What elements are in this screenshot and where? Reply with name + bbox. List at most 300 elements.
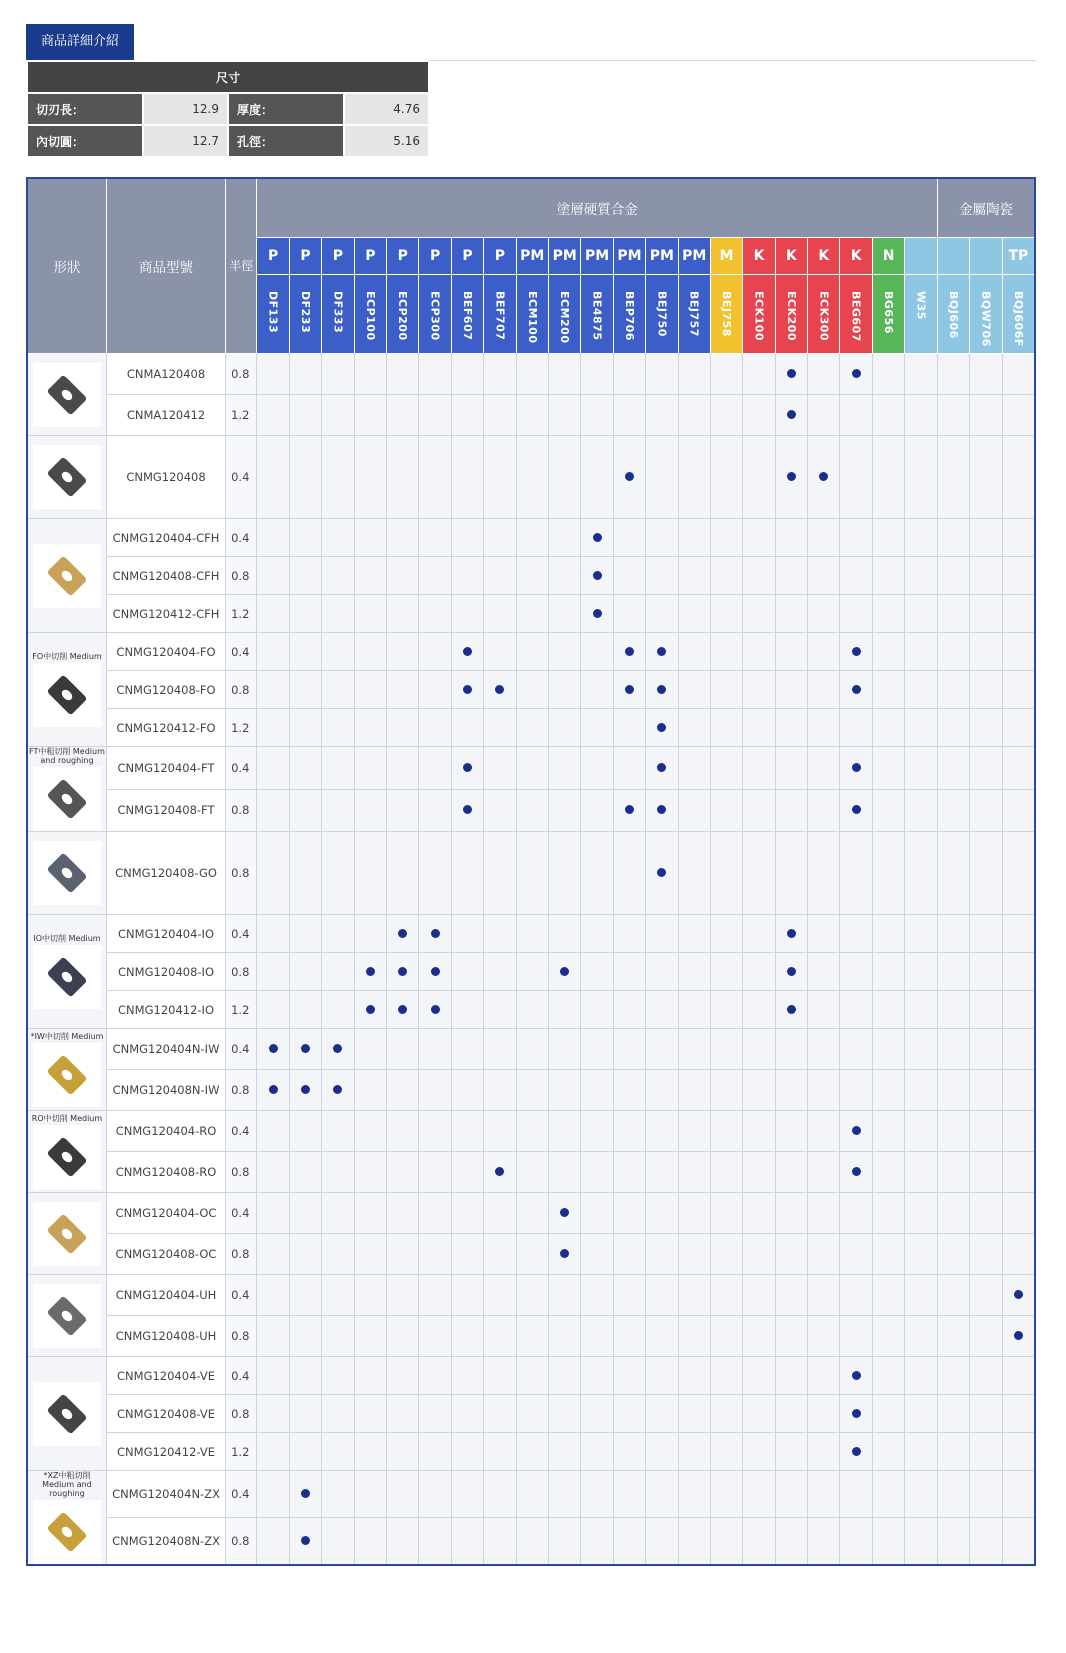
material-class-7: P <box>484 238 516 275</box>
availability-cell <box>451 354 483 395</box>
grade-header-w35 <box>905 275 938 354</box>
availability-cell <box>548 1029 580 1070</box>
availability-cell <box>354 633 386 671</box>
availability-cell <box>484 1193 516 1234</box>
shape-caption: IO中切削 Medium <box>33 934 101 943</box>
availability-cell <box>387 395 419 436</box>
insert-shape-icon <box>47 675 88 716</box>
availability-cell <box>646 1433 678 1471</box>
availability-cell <box>808 1471 840 1518</box>
availability-cell <box>646 354 678 395</box>
availability-cell <box>451 671 483 709</box>
availability-cell <box>289 519 321 557</box>
availability-cell <box>289 1111 321 1152</box>
table-row <box>27 557 1035 595</box>
availability-cell <box>322 1029 354 1070</box>
availability-cell <box>937 991 969 1029</box>
table-row <box>27 915 1035 953</box>
availability-cell <box>613 915 645 953</box>
availability-cell <box>808 789 840 832</box>
availability-cell <box>516 1070 548 1111</box>
availability-cell <box>840 915 872 953</box>
availability-cell <box>840 1518 872 1565</box>
availability-cell <box>451 915 483 953</box>
availability-cell <box>516 1433 548 1471</box>
dim-label: 孔徑： <box>228 125 344 157</box>
availability-cell <box>419 1357 451 1395</box>
grade-label: ECP100 <box>363 291 377 341</box>
availability-cell <box>387 1234 419 1275</box>
dimensions-table <box>26 60 430 158</box>
insert-image <box>33 1500 101 1564</box>
availability-cell <box>775 671 807 709</box>
availability-cell <box>484 671 516 709</box>
table-row <box>27 747 1035 790</box>
availability-cell <box>646 1029 678 1070</box>
availability-cell <box>354 595 386 633</box>
available-dot-icon <box>852 369 861 378</box>
availability-cell <box>257 1357 289 1395</box>
availability-cell <box>743 991 775 1029</box>
grade-label: DF333 <box>331 291 345 334</box>
model-cell[interactable]: CNMG120408-OC <box>106 1234 225 1275</box>
availability-cell <box>484 1111 516 1152</box>
insert-image <box>33 663 101 727</box>
grade-header-df133 <box>257 275 289 354</box>
availability-cell <box>451 1518 483 1565</box>
availability-cell <box>872 832 904 915</box>
model-cell[interactable]: CNMG120404N-ZX <box>106 1471 225 1518</box>
grade-label: ECK200 <box>784 291 798 342</box>
availability-cell <box>840 395 872 436</box>
material-class-19: N <box>872 238 904 275</box>
grade-header-ecm200 <box>548 275 580 354</box>
model-cell[interactable]: CNMG120408-CFH <box>106 557 225 595</box>
radius-cell: 0.8 <box>226 832 257 915</box>
availability-cell <box>905 1193 938 1234</box>
availability-cell <box>1002 1234 1035 1275</box>
dim-label: 厚度： <box>228 93 344 125</box>
availability-cell <box>257 953 289 991</box>
model-cell[interactable]: CNMG120404-RO <box>106 1111 225 1152</box>
radius-cell: 1.2 <box>226 709 257 747</box>
availability-cell <box>775 747 807 790</box>
availability-cell <box>646 789 678 832</box>
material-class-5: P <box>419 238 451 275</box>
availability-cell <box>743 557 775 595</box>
insert-shape-icon <box>47 374 88 415</box>
availability-cell <box>743 671 775 709</box>
availability-cell <box>678 832 710 915</box>
model-cell[interactable]: CNMG120408N-ZX <box>106 1518 225 1565</box>
availability-cell <box>678 395 710 436</box>
model-cell[interactable]: CNMG120408-UH <box>106 1316 225 1357</box>
availability-cell <box>872 1395 904 1433</box>
availability-cell <box>257 991 289 1029</box>
availability-cell <box>387 1518 419 1565</box>
availability-cell <box>548 1152 580 1193</box>
availability-cell <box>872 1316 904 1357</box>
availability-cell <box>548 1518 580 1565</box>
availability-cell <box>484 747 516 790</box>
availability-cell <box>872 1357 904 1395</box>
availability-cell <box>257 1029 289 1070</box>
availability-cell <box>808 1316 840 1357</box>
header-coated-carbide: 塗層硬質合金 <box>257 178 938 238</box>
grade-label: DF133 <box>266 291 280 334</box>
radius-cell: 1.2 <box>226 991 257 1029</box>
availability-cell <box>710 991 742 1029</box>
availability-cell <box>1002 595 1035 633</box>
availability-cell <box>516 1275 548 1316</box>
availability-cell <box>970 1070 1002 1111</box>
availability-cell <box>322 1357 354 1395</box>
availability-cell <box>872 1471 904 1518</box>
availability-cell <box>484 915 516 953</box>
availability-cell <box>387 1471 419 1518</box>
availability-cell <box>710 747 742 790</box>
availability-cell <box>548 1433 580 1471</box>
availability-cell <box>419 595 451 633</box>
availability-cell <box>451 633 483 671</box>
availability-cell <box>905 1234 938 1275</box>
availability-cell <box>516 1471 548 1518</box>
insert-shape-icon <box>47 853 88 894</box>
availability-cell <box>970 709 1002 747</box>
availability-cell <box>322 395 354 436</box>
availability-cell <box>322 1471 354 1518</box>
availability-cell <box>646 709 678 747</box>
availability-cell <box>646 595 678 633</box>
availability-cell <box>775 519 807 557</box>
availability-cell <box>840 1316 872 1357</box>
availability-cell <box>451 991 483 1029</box>
availability-cell <box>354 832 386 915</box>
radius-cell: 0.4 <box>226 1029 257 1070</box>
availability-cell <box>289 557 321 595</box>
availability-cell <box>451 1111 483 1152</box>
availability-cell <box>678 789 710 832</box>
availability-cell <box>613 953 645 991</box>
grade-header-bg656 <box>872 275 904 354</box>
grade-header-ecp200 <box>387 275 419 354</box>
availability-cell <box>257 1433 289 1471</box>
availability-cell <box>678 1357 710 1395</box>
availability-cell <box>710 832 742 915</box>
availability-cell <box>775 1234 807 1275</box>
model-cell[interactable]: CNMA120408 <box>106 354 225 395</box>
grade-label: BEJ757 <box>687 291 701 337</box>
insert-shape-cell <box>27 436 106 519</box>
availability-cell <box>775 915 807 953</box>
availability-cell <box>1002 519 1035 557</box>
insert-shape-icon <box>47 1295 88 1336</box>
model-cell[interactable]: CNMG120412-CFH <box>106 595 225 633</box>
availability-cell <box>937 915 969 953</box>
availability-cell <box>808 595 840 633</box>
model-cell[interactable]: CNMG120408-FT <box>106 789 225 832</box>
available-dot-icon <box>852 763 861 772</box>
availability-cell <box>743 1111 775 1152</box>
availability-cell <box>484 1518 516 1565</box>
availability-cell <box>354 747 386 790</box>
availability-cell <box>646 1234 678 1275</box>
availability-cell <box>516 395 548 436</box>
available-dot-icon <box>301 1489 310 1498</box>
availability-cell <box>840 1395 872 1433</box>
availability-cell <box>872 1111 904 1152</box>
availability-cell <box>354 1152 386 1193</box>
availability-cell <box>840 557 872 595</box>
availability-cell <box>970 1111 1002 1152</box>
availability-cell <box>808 1275 840 1316</box>
model-cell[interactable]: CNMG120404-FT <box>106 747 225 790</box>
material-class-23: TP <box>1002 238 1035 275</box>
availability-cell <box>354 1433 386 1471</box>
material-class-10: PM <box>581 238 613 275</box>
available-dot-icon <box>787 410 796 419</box>
availability-cell <box>387 1395 419 1433</box>
availability-cell <box>613 671 645 709</box>
availability-cell <box>516 747 548 790</box>
availability-cell <box>646 1152 678 1193</box>
availability-cell <box>613 747 645 790</box>
availability-cell <box>840 1234 872 1275</box>
insert-shape-icon <box>47 1393 88 1434</box>
availability-cell <box>905 633 938 671</box>
availability-cell <box>613 1193 645 1234</box>
availability-cell <box>387 915 419 953</box>
material-class-6: P <box>451 238 483 275</box>
availability-cell <box>516 633 548 671</box>
availability-cell <box>678 519 710 557</box>
availability-cell <box>484 557 516 595</box>
availability-cell <box>710 1433 742 1471</box>
availability-cell <box>710 633 742 671</box>
availability-cell <box>872 1070 904 1111</box>
availability-cell <box>1002 436 1035 519</box>
available-dot-icon <box>301 1085 310 1094</box>
availability-cell <box>516 436 548 519</box>
availability-cell <box>613 595 645 633</box>
shape-caption: FO中切削 Medium <box>32 652 102 661</box>
available-dot-icon <box>852 805 861 814</box>
availability-cell <box>484 991 516 1029</box>
availability-cell <box>516 832 548 915</box>
availability-cell <box>581 1029 613 1070</box>
model-cell[interactable]: CNMG120404-FO <box>106 633 225 671</box>
availability-cell <box>775 1471 807 1518</box>
available-dot-icon <box>366 967 375 976</box>
availability-cell <box>937 1433 969 1471</box>
availability-cell <box>646 1193 678 1234</box>
available-dot-icon <box>301 1044 310 1053</box>
grade-header-bep706 <box>613 275 645 354</box>
model-cell[interactable]: CNMG120404-OC <box>106 1193 225 1234</box>
available-dot-icon <box>657 868 666 877</box>
availability-cell <box>840 436 872 519</box>
available-dot-icon <box>657 647 666 656</box>
table-row <box>27 1471 1035 1518</box>
model-cell[interactable]: CNMG120404-CFH <box>106 519 225 557</box>
table-row <box>27 1193 1035 1234</box>
availability-cell <box>322 1518 354 1565</box>
insert-shape-cell <box>27 354 106 436</box>
model-cell[interactable]: CNMG120408-FO <box>106 671 225 709</box>
availability-cell <box>937 832 969 915</box>
availability-cell <box>581 1152 613 1193</box>
availability-cell <box>387 354 419 395</box>
available-dot-icon <box>625 472 634 481</box>
availability-cell <box>743 709 775 747</box>
availability-cell <box>516 1316 548 1357</box>
availability-cell <box>613 633 645 671</box>
radius-cell: 0.8 <box>226 789 257 832</box>
availability-cell <box>322 991 354 1029</box>
model-cell[interactable]: CNMG120412-FO <box>106 709 225 747</box>
model-cell[interactable]: CNMG120408 <box>106 436 225 519</box>
availability-cell <box>257 633 289 671</box>
availability-cell <box>970 1316 1002 1357</box>
availability-cell <box>840 1029 872 1070</box>
availability-cell <box>905 991 938 1029</box>
model-cell[interactable]: CNMG120404-UH <box>106 1275 225 1316</box>
availability-cell <box>840 1471 872 1518</box>
availability-cell <box>710 1518 742 1565</box>
availability-cell <box>613 991 645 1029</box>
model-cell[interactable]: CNMG120404N-IW <box>106 1029 225 1070</box>
availability-cell <box>451 832 483 915</box>
availability-cell <box>548 354 580 395</box>
model-cell[interactable]: CNMG120404-IO <box>106 915 225 953</box>
availability-cell <box>937 671 969 709</box>
availability-cell <box>1002 1395 1035 1433</box>
radius-cell: 0.4 <box>226 436 257 519</box>
available-dot-icon <box>1014 1290 1023 1299</box>
availability-cell <box>613 1275 645 1316</box>
availability-cell <box>613 519 645 557</box>
availability-cell <box>872 395 904 436</box>
availability-cell <box>678 633 710 671</box>
model-cell[interactable]: CNMG120408-GO <box>106 832 225 915</box>
availability-cell <box>808 557 840 595</box>
header-cermet: 金屬陶瓷 <box>937 178 1035 238</box>
availability-cell <box>678 1152 710 1193</box>
grade-label: BEJ750 <box>655 291 669 337</box>
model-cell[interactable]: CNMG120408N-IW <box>106 1070 225 1111</box>
availability-cell <box>451 1152 483 1193</box>
available-dot-icon <box>431 1005 440 1014</box>
insert-shape-cell <box>27 1029 106 1111</box>
availability-cell <box>775 1193 807 1234</box>
table-row <box>27 595 1035 633</box>
model-cell[interactable]: CNMG120412-IO <box>106 991 225 1029</box>
availability-cell <box>387 953 419 991</box>
availability-cell <box>451 709 483 747</box>
availability-cell <box>322 1193 354 1234</box>
availability-cell <box>808 1029 840 1070</box>
availability-cell <box>840 1193 872 1234</box>
availability-cell <box>743 1234 775 1275</box>
table-row <box>27 1234 1035 1275</box>
availability-cell <box>322 1395 354 1433</box>
availability-cell <box>1002 991 1035 1029</box>
availability-cell <box>905 1275 938 1316</box>
availability-cell <box>905 395 938 436</box>
insert-shape-cell <box>27 1193 106 1275</box>
grade-label: BG656 <box>882 291 896 334</box>
grade-header-bef607 <box>451 275 483 354</box>
model-cell[interactable]: CNMG120412-VE <box>106 1433 225 1471</box>
availability-cell <box>710 1275 742 1316</box>
tab-product-details[interactable]: 商品詳細介紹 <box>26 24 134 60</box>
availability-cell <box>451 1316 483 1357</box>
model-cell[interactable]: CNMG120404-VE <box>106 1357 225 1395</box>
availability-cell <box>387 1152 419 1193</box>
availability-cell <box>548 1193 580 1234</box>
availability-cell <box>484 1433 516 1471</box>
availability-cell <box>613 436 645 519</box>
availability-cell <box>581 709 613 747</box>
availability-cell <box>484 595 516 633</box>
available-dot-icon <box>787 369 796 378</box>
availability-cell <box>743 789 775 832</box>
model-cell[interactable]: CNMG120408-IO <box>106 953 225 991</box>
availability-cell <box>516 915 548 953</box>
availability-cell <box>451 519 483 557</box>
model-cell[interactable]: CNMA120412 <box>106 395 225 436</box>
material-class-20 <box>905 238 938 275</box>
model-cell[interactable]: CNMG120408-VE <box>106 1395 225 1433</box>
availability-cell <box>743 436 775 519</box>
grade-header-be4875 <box>581 275 613 354</box>
availability-cell <box>808 1433 840 1471</box>
grade-header-ecp300 <box>419 275 451 354</box>
availability-cell <box>548 671 580 709</box>
availability-cell <box>613 1152 645 1193</box>
availability-cell <box>710 1357 742 1395</box>
availability-cell <box>581 915 613 953</box>
radius-cell: 0.4 <box>226 1357 257 1395</box>
available-dot-icon <box>463 763 472 772</box>
availability-cell <box>646 1395 678 1433</box>
availability-cell <box>970 1152 1002 1193</box>
availability-cell <box>581 395 613 436</box>
availability-cell <box>354 709 386 747</box>
availability-cell <box>775 1111 807 1152</box>
availability-cell <box>322 519 354 557</box>
table-row <box>27 1518 1035 1565</box>
available-dot-icon <box>852 1167 861 1176</box>
radius-cell: 0.8 <box>226 557 257 595</box>
availability-cell <box>451 1433 483 1471</box>
availability-cell <box>1002 709 1035 747</box>
availability-cell <box>257 1471 289 1518</box>
material-class-14: M <box>710 238 742 275</box>
table-row <box>27 436 1035 519</box>
availability-cell <box>840 1433 872 1471</box>
available-dot-icon <box>593 609 602 618</box>
availability-cell <box>646 1471 678 1518</box>
shape-caption: FT中粗切削 Medium and roughing <box>29 747 105 765</box>
radius-cell: 0.4 <box>226 747 257 790</box>
availability-cell <box>289 1193 321 1234</box>
availability-cell <box>548 1234 580 1275</box>
availability-cell <box>516 557 548 595</box>
model-cell[interactable]: CNMG120408-RO <box>106 1152 225 1193</box>
availability-cell <box>289 915 321 953</box>
availability-cell <box>1002 1275 1035 1316</box>
